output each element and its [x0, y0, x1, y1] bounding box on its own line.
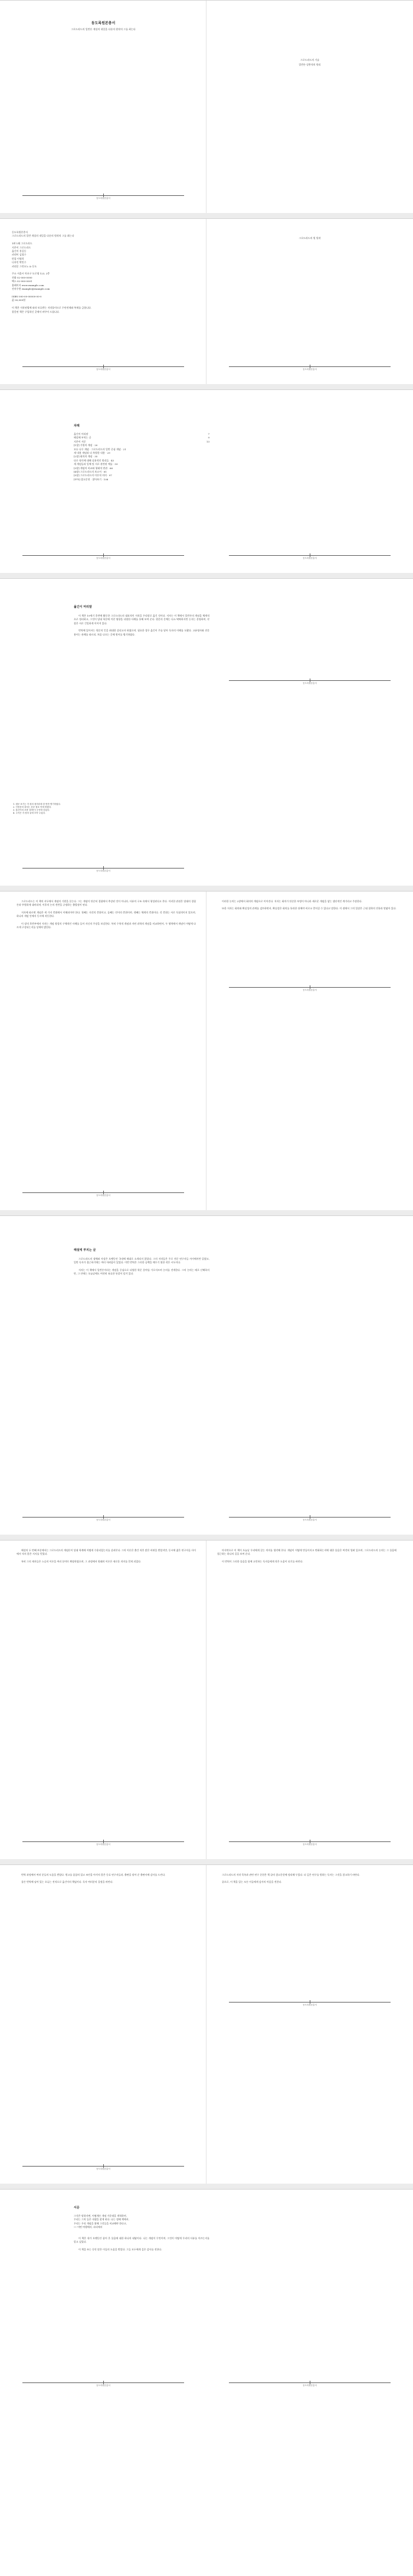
preface-heading: 서문 [74, 2206, 80, 2210]
page-footer: 동도록원본총서 [206, 1843, 413, 1846]
toc-entry-label: 다른 형식에 대해 실용적인 원리들 · 43 [74, 458, 114, 462]
toc-entry-label: 해설에 부치는 글 [74, 436, 91, 440]
paragraph: 해설의 두 번째 부분에서는 그로드라드의 개념론이 당대 학계에 어떻게 수용되었는지를 살펴본다. 그의 이론은 출간 직후 많은 비판을 받았지만, 동시에 젊은 연구자들 사이에서 적지 않은 지지를 얻었다. [17, 1549, 196, 1556]
toc-entry-label: 세 개념들과 일체 및 서로 관련된 예를 · 59 [74, 463, 118, 466]
copyright-line: 1판 1쇄 그로드라드 [12, 242, 32, 245]
preface-epigraph [74, 2214, 209, 2230]
toc-heading: 차례 [74, 424, 80, 428]
foreword-body [74, 614, 209, 640]
toc-entry-label: [2장] 회의의 개념 · 35 [74, 455, 98, 458]
epigraph-line: ── 어떤 여행에서, 파리에서 [74, 2226, 103, 2229]
copyright-line: 디자인 박민수 [12, 261, 27, 264]
toc-entry-label: [4장] 그로드라드의 보고서 · 81 [74, 470, 107, 474]
copyright-line: 편집 이영희 [12, 257, 24, 260]
paragraph: 번역에 있어서는 원문의 뜻을 최대한 살리고자 하였으며, 필요한 경우 옮긴이 주를 달아 독자의 이해를 도왔다. 고유명사와 전문 용어는 관례를 따르되, 처음 나오는 곳에 원어를 병기하였다. [74, 629, 209, 636]
toc-entry-page: 7 [208, 432, 209, 435]
body-text-right [217, 1873, 396, 1888]
page-footer: 동도록원본총서 [206, 557, 413, 560]
copyright-line: 홈페이지 www.example.com [12, 283, 44, 287]
paragraph: 물론 번역에 남아 있는 오류는 전적으로 옮긴이의 책임이다. 독자 여러분의 질정을 바란다. [21, 1880, 113, 1884]
page-footer: 동도록원본총서 [0, 557, 206, 560]
copyright-line: ISBN 000-00-00000-00-0 [12, 294, 42, 298]
toc-entry-label: 지은이 서문 [74, 440, 86, 443]
copyright-line: 이 책은 저작권법에 따라 보호받는 저작물이므로 무단전재와 복제를 금합니다. [12, 306, 92, 310]
book-series-title: 동도록원본총서 [91, 21, 116, 25]
page-footer: 동도록원본총서 [206, 682, 413, 685]
page-copyright [0, 219, 206, 384]
paragraph: 그로드라드의 저작 목록과 관련 연구 문헌은 책 끝의 참고문헌에 정리해 두었다. 더 깊은 연구를 원하는 독자는 그것을 참고하기 바란다. [222, 1873, 360, 1876]
foreword-notes [13, 803, 190, 815]
page-footer: 동도록원본총서 [206, 1519, 413, 1522]
page-footer: 동도록원본총서 [0, 870, 206, 873]
toc-entry-label: 새 내용 개념과 더 특별한 내용 · 29 [74, 451, 110, 455]
epigraph-line: 그것은 말하자면, 어떻게든 개념 가운데을 개척하며, [74, 2214, 127, 2217]
toc-entry-page: 9 [208, 436, 209, 440]
foreword-heading: 옮긴이 머리말 [74, 605, 92, 609]
paragraph: 마지막으로 이 책이 오늘날 우리에게 갖는 의미를 생각해 본다. 개념이 어떻게 만들어지고 변화하는지에 대한 물음은 여전히 열려 있으며, 그로드라드의 논의는 그 물음에 접근하는 하나의 길을 보여 준다. [217, 1549, 396, 1556]
footnote: 2. 인용문의 출처는 본문 괄호 안에 밝혔다. [13, 806, 52, 808]
paragraph: 이러한 논의는 2장에서 회의의 개념으로 이어진다. 저자는 회의가 단순한 부정이 아니라 새로운 개념을 낳는 생산적인 계기라고 주장한다. [222, 900, 362, 903]
paragraph: 이 책은 19세기 후반에 활동한 그로드라드의 대표적인 저작을 우리말로 옮긴 것이다. 저자는 이 책에서 일반론의 개념을 체계적으로 정리하고, 그것이 당대 학문에 끼친 영향을 다양한 사례를 통해 보여 준다. 원문의 문체는 다소 딱딱하지만 논지는 분명하며, 각 장은 서로 긴밀하게 이어져 있다. [74, 614, 209, 625]
copyright-block [12, 231, 189, 314]
page-footer: 동도록원본총서 [206, 989, 413, 992]
toc-list [74, 432, 209, 481]
toc-entry-page: 13 [206, 440, 209, 443]
page-half-title [206, 219, 413, 384]
copyright-line: 지은이 그로드라드 [12, 245, 31, 249]
copyright-line: 전자우편 example@example.com [12, 287, 50, 291]
toc-entry-label: [5장] 그로드라드의 이론적 의의 · 97 [74, 474, 112, 477]
spread-toc [0, 389, 413, 573]
toc-entry-label: [부록] 참고문헌 · 찾아보기 · 108 [74, 477, 109, 481]
epigraph-line: 무리는 그치 들은 내생을 찾게 된다. 나는 정해 책에서, [74, 2218, 129, 2221]
spread-body-1 [0, 891, 413, 1210]
paragraph: 이 책은 내가 오랫동안 품어 온 물음에 대한 하나의 대답이다. 나는 개념이 무엇이며, 그것이 어떻게 우리의 사유를 이끄는지를 알고 싶었다. [74, 2237, 209, 2244]
toc-entry-label: 옮긴이 머리말 [74, 432, 88, 435]
paragraph: 그로드라드는 이 책의 서두에서 개념의 기원을 묻는다. 그는 개념이 단순히 경험에서 추상된 것이 아니라, 사유의 구조 속에서 형성된다고 본다. 이러한 관점은 당대의 경험론과 뚜렷하게 대비되며, 이후의 논의 전반을 규정하는 출발점이 된다. [17, 900, 196, 907]
footnote: 3. 옮긴이의 보충 설명은 [ ] 안에 넣었다. [13, 809, 50, 811]
paragraph: 이 번역이 그러한 물음을 함께 고민하는 독자들에게 작은 도움이 되기를 바란다. [222, 1559, 303, 1563]
copyright-line: 옮긴이 홍길동 [12, 250, 27, 253]
page-footer: 동도록원본총서 [0, 197, 206, 200]
paragraph: 이 장의 후반부에서 저자는 개념 형성의 구체적인 사례를 들어 자신의 주장을 보강한다. 특히 수학적 개념과 자연 과학의 개념을 비교하면서, 두 영역에서 개념이 어떻게 다르게 구성되는지를 상세히 밝힌다. [17, 922, 196, 929]
paragraph: 그로드라드의 생애와 사상은 오랫동안 국내에 제대로 소개되지 않았다. 그의 저작들은 주로 전문 연구자들 사이에서만 읽혔고, 일반 독자가 접근하기에는 여러 어려움이 있었다. 이번 번역은 그러한 공백을 메우기 위한 작은 시도이다. [74, 1257, 209, 1264]
paragraph: 저자에 따르면 개념은 세 가지 층위에서 이해되어야 한다. 첫째는 지각의 층위이고, 둘째는 언어의 층위이며, 셋째는 체계의 층위이다. 각 층위는 서로 독립적이지 않으며, 하나의 개념 안에서 동시에 작동한다. [17, 910, 196, 918]
body-text-left [17, 1873, 196, 1888]
page-footer: 동도록원본총서 [0, 368, 206, 371]
toc-entry-label: [1장] 기원의 개념 · 20 [74, 444, 98, 447]
copyright-line: 잘못된 책은 구입하신 곳에서 바꾸어 드립니다. [12, 310, 60, 313]
spread-body-2 [0, 1540, 413, 1859]
cover-right-title: 그로드라드의 기술 [300, 58, 320, 61]
body-text-left [17, 1549, 196, 1567]
copyright-line: 전화 02-000-0000 [12, 276, 32, 279]
body-text-right [217, 900, 396, 915]
spread-copyright [0, 218, 413, 384]
spread-body-3 [0, 1864, 413, 2184]
spread-cover [0, 0, 413, 213]
copyright-line: 동도록원본총서 [12, 231, 28, 234]
page-footer: 동도록원본총서 [0, 1519, 206, 1522]
body-text-left [17, 900, 196, 933]
copyright-line: 팩스 02-000-0001 [12, 280, 32, 283]
paragraph: 이 책을 쓰는 동안 많은 이들의 도움을 받았다. 그들 모두에게 깊은 감사를 전한다. [78, 2247, 162, 2251]
page-footer: 동도록원본총서 [0, 2384, 206, 2387]
copyright-line: 주소 서울시 마포구 도로명 123, 2층 [12, 272, 50, 276]
copyright-line: 그로드라드의 일반 개설의 내일을 다룬의 원작의 그를 최는다 [12, 234, 74, 238]
copyright-line: 펴낸이 김철수 [12, 253, 27, 257]
page-footer: 동도록원본총서 [206, 2384, 413, 2387]
page-footer: 동도록원본총서 [0, 1843, 206, 1846]
preface-body [74, 2237, 209, 2255]
paragraph: 저자는 이 책에서 일반론이라는 개념을 중심으로 다양한 학문 분야를 가로지르며 논의를 전개한다. 그의 논의는 때로 난해하지만, 그 안에는 오늘날에도 여전히 유효한 통찰이 담겨 있다. [74, 1268, 209, 1276]
toc-entry-label: [3장] 개념의 비교와 형태적 연관 · 66 [74, 466, 113, 470]
page-cover-left [0, 1, 206, 213]
spread-foreword [0, 578, 413, 886]
page-footer: 동도록원본총서 [206, 368, 413, 371]
page-footer: 동도록원본총서 [0, 2168, 206, 2171]
paragraph: 특히 그의 제자들은 스승의 이론을 여러 분야로 확장하였으며, 그 과정에서 원래의 이론은 새로운 의미를 얻게 되었다. [21, 1559, 142, 1563]
page-footer: 동도록원본총서 [0, 1194, 206, 1197]
toc-entry[interactable] [74, 478, 209, 481]
copyright-line: 값 00,000원 [12, 299, 25, 302]
body-text-right [217, 1549, 396, 1567]
spread-preface [0, 2189, 413, 2576]
paragraph: 또한 저자는 회의와 확실성의 관계를 검토하면서, 확실성은 회의를 통과한 뒤에야 비로소 얻어질 수 있다고 말한다. 이 점에서 그의 입장은 근대 철학의 전통과 맞닿아 있다. [222, 907, 396, 910]
cover-right-subtitle: 일반론·상봉적의 원리 [299, 63, 321, 66]
toc-entry-label: 모든 나무 개념 · 그로드라드의 일반 중심 개념 · 21 [74, 447, 126, 451]
footnote: 1. 원문 표기는 각 장의 첫머리에 한 번만 병기하였다. [13, 803, 61, 805]
book-subtitle: 그로드라드의 일반론 개설의 내일을 다룬의 원작의 그를 최는다 [71, 28, 136, 31]
epigraph-line: 우리는 우리 개념을 위해 그것들을 비교해야 한다고, [74, 2221, 127, 2225]
footnote: 4. 주석은 각 장의 끝에 모아 두었다. [13, 812, 46, 814]
copyright-line: 펴낸곳 그린모노 & 동도 [12, 264, 37, 268]
half-title: 그로드라드의 원 원작 [299, 237, 321, 240]
paragraph: 번역 과정에서 여러 분들의 도움을 받았다. 원고를 꼼꼼히 읽고 조언을 아끼지 않은 동료 연구자들과, 출판을 맡아 준 출판사에 감사를 드린다. [21, 1873, 166, 1876]
chapter-body [74, 1257, 209, 1280]
page-footer: 동도록원본총서 [206, 2004, 413, 2007]
spread-chapter [0, 1215, 413, 1535]
page-cover-right [206, 1, 413, 213]
paragraph: 끝으로, 이 책을 읽는 모든 이들에게 감사의 마음을 전한다. [222, 1880, 282, 1884]
chapter-heading: 해설에 부치는 글 [74, 1248, 96, 1252]
